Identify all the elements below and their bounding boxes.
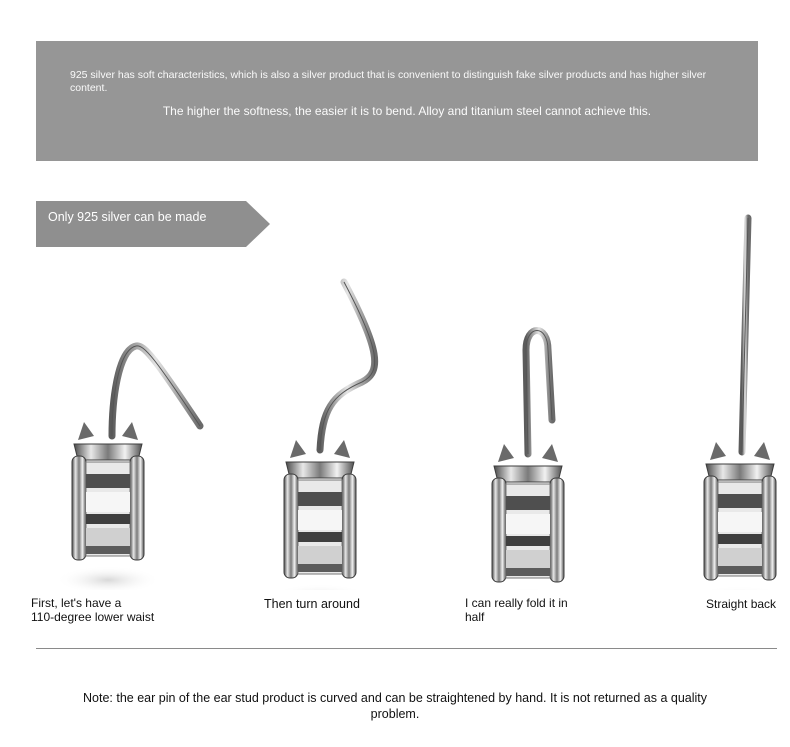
stud-step-2-turned (222, 200, 422, 590)
stud-step-3-folded (430, 200, 630, 590)
stud-step-1-bent (8, 200, 208, 590)
stud-step-4-straight (640, 200, 790, 590)
step-4-caption-line1: Straight back (706, 597, 777, 611)
info-banner (36, 41, 758, 161)
banner-text-line1: 925 silver has soft characteristics, which is also a silver product that is convenient to distinguish fake silver products and has higher silver content. (70, 69, 707, 94)
stud-image-2 (222, 200, 422, 590)
stud-image-3 (430, 200, 630, 590)
step-1-caption (31, 596, 154, 624)
banner-text-line2: The higher the softness, the easier it is to bend. Alloy and titanium steel cannot achieve this. (162, 104, 652, 118)
divider-line (36, 648, 777, 649)
step-3-caption-line2: half (465, 610, 485, 624)
step-3-caption-line1: I can really fold it in (465, 596, 568, 610)
step-2-caption (264, 597, 360, 611)
tag-label: Only 925 silver can be made (48, 210, 207, 224)
step-2-caption-line1: Then turn around (264, 597, 360, 611)
step-4-caption (706, 597, 776, 611)
step-1-caption-line2: 110-degree lower waist (31, 610, 155, 624)
stud-image-1 (8, 200, 208, 590)
disclaimer-note: Note: the ear pin of the ear stud product is curved and can be straightened by hand. It is not returned as a quality problem. (83, 691, 707, 721)
step-1-caption-line1: First, let's have a (31, 596, 122, 610)
stud-image-4 (640, 200, 790, 590)
step-3-caption (465, 596, 568, 624)
